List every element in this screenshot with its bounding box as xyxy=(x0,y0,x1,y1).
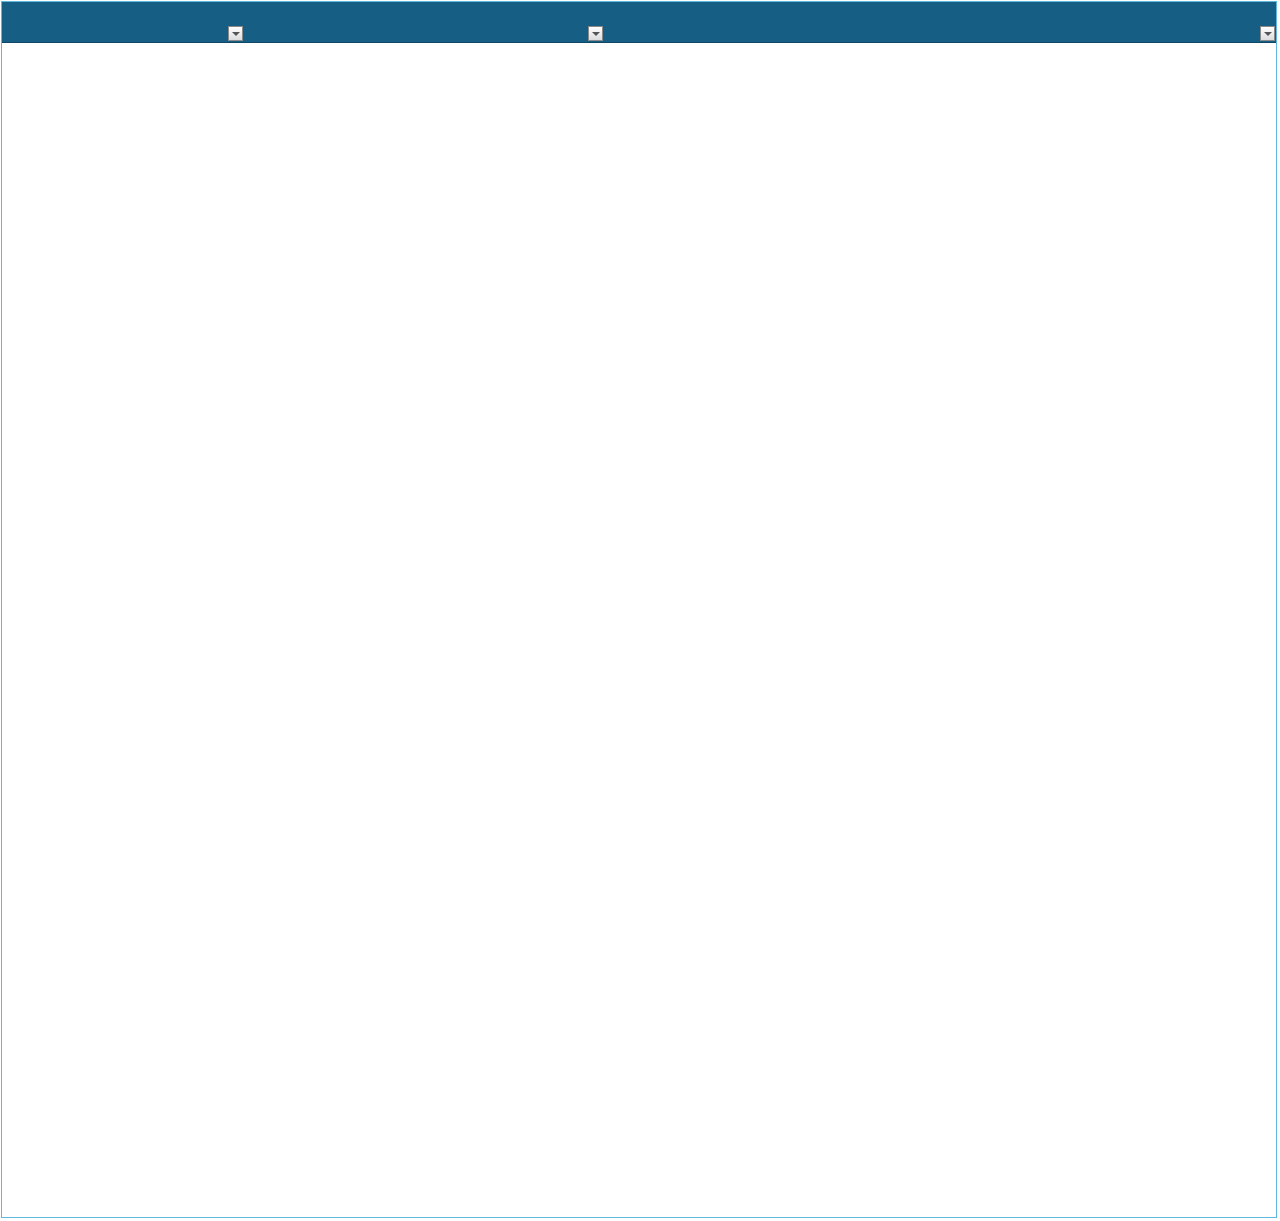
filter-dropdown-icon[interactable] xyxy=(228,26,243,41)
filter-dropdown-icon[interactable] xyxy=(588,26,603,41)
header-row xyxy=(2,2,1277,43)
column-header-classification[interactable] xyxy=(605,2,1277,42)
column-header-category[interactable] xyxy=(2,2,245,42)
table-border xyxy=(1,1,1277,1218)
column-header-key-question[interactable] xyxy=(245,2,605,42)
filter-dropdown-icon[interactable] xyxy=(1260,26,1275,41)
